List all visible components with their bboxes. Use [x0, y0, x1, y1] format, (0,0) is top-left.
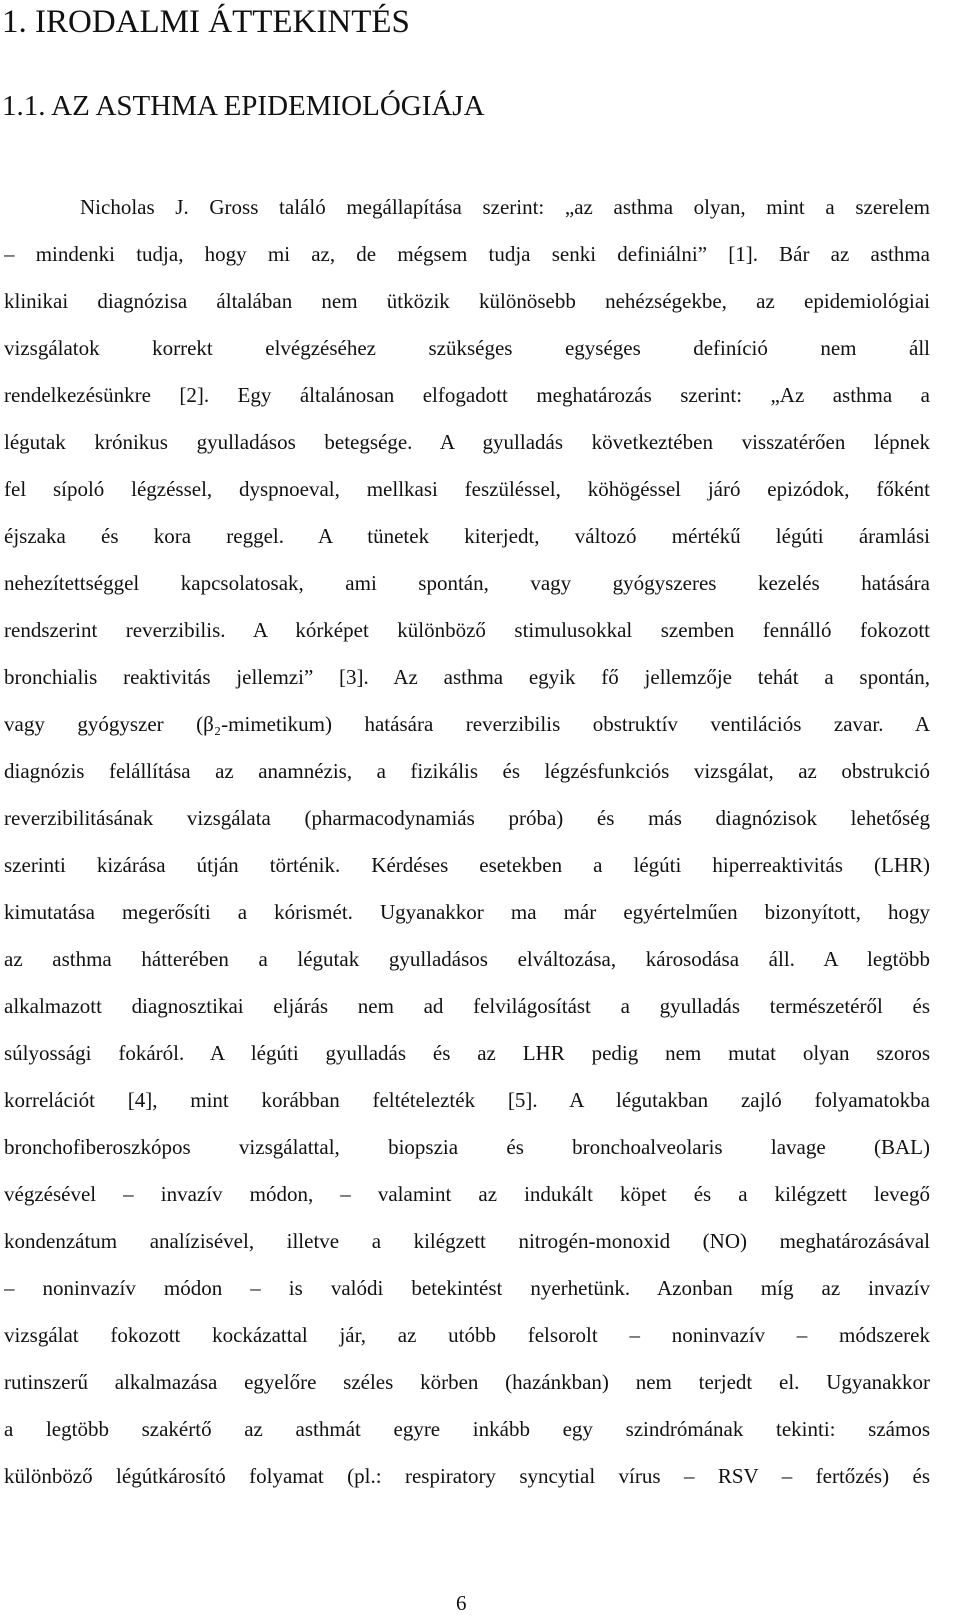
text-line: – noninvazív módon – is valódi betekintést nyerhetünk. Azonban míg az invazív — [4, 1276, 930, 1300]
text-line: – mindenki tudja, hogy mi az, de mégsem tudja senki definiálni” [1]. Bár az asthma — [4, 242, 930, 266]
text-line: korrelációt [4], mint korábban feltételezték [5]. A légutakban zajló folyamatokba — [4, 1088, 930, 1112]
chapter-heading: 1. IRODALMI ÁTTEKINTÉS — [2, 4, 410, 40]
text-line: diagnózis felállítása az anamnézis, a fizikális és légzésfunkciós vizsgálat, az obstrukció — [4, 759, 930, 783]
text-line: rutinszerű alkalmazása egyelőre széles körben (hazánkban) nem terjedt el. Ugyanakkor — [4, 1370, 930, 1394]
text-line: nehezítettséggel kapcsolatosak, ami spontán, vagy gyógyszeres kezelés hatására — [4, 571, 930, 595]
text-line: Nicholas J. Gross találó megállapítása szerint: „az asthma olyan, mint a szerelem — [80, 195, 930, 219]
text-line: végzésével – invazív módon, – valamint az indukált köpet és a kilégzett levegő — [4, 1182, 930, 1206]
text-line: klinikai diagnózisa általában nem ütközik különösebb nehézségekbe, az epidemiológiai — [4, 289, 930, 313]
text-line: szerinti kizárása útján történik. Kérdéses esetekben a légúti hiperreaktivitás (LHR) — [4, 853, 930, 877]
text-line: vizsgálat fokozott kockázattal jár, az utóbb felsorolt – noninvazív – módszerek — [4, 1323, 930, 1347]
text-line: rendelkezésünkre [2]. Egy általánosan elfogadott meghatározás szerint: „Az asthma a — [4, 383, 930, 407]
text-line: az asthma hátterében a légutak gyulladásos elváltozása, károsodása áll. A legtöbb — [4, 947, 930, 971]
text-line: légutak krónikus gyulladásos betegsége. A gyulladás következtében visszatérően lépnek — [4, 430, 930, 454]
section-heading: 1.1. AZ ASTHMA EPIDEMIOLÓGIÁJA — [2, 90, 485, 122]
text-line: éjszaka és kora reggel. A tünetek kiterjedt, változó mértékű légúti áramlási — [4, 524, 930, 548]
text-line: reverzibilitásának vizsgálata (pharmacodynamiás próba) és más diagnózisok lehetőség — [4, 806, 930, 830]
text-line: fel sípoló légzéssel, dyspnoeval, mellkasi feszüléssel, köhögéssel járó epizódok, főként — [4, 477, 930, 501]
text-line: különböző légútkárosító folyamat (pl.: respiratory syncytial vírus – RSV – fertőzés) és — [4, 1464, 930, 1488]
text-line: bronchofiberoszkópos vizsgálattal, biopszia és bronchoalveolaris lavage (BAL) — [4, 1135, 930, 1159]
text-line: bronchialis reaktivitás jellemzi” [3]. Az asthma egyik fő jellemzője tehát a spontán, — [4, 665, 930, 689]
text-line: kondenzátum analízisével, illetve a kilégzett nitrogén-monoxid (NO) meghatározásával — [4, 1229, 930, 1253]
page-number: 6 — [456, 1591, 467, 1615]
text-line: alkalmazott diagnosztikai eljárás nem ad felvilágosítást a gyulladás természetéről és — [4, 994, 930, 1018]
text-line: vagy gyógyszer (β₂-mimetikum) hatására reverzibilis obstruktív ventilációs zavar. A — [4, 712, 930, 736]
text-line: rendszerint reverzibilis. A kórképet különböző stimulusokkal szemben fennálló fokozott — [4, 618, 930, 642]
text-line: súlyossági fokáról. A légúti gyulladás és az LHR pedig nem mutat olyan szoros — [4, 1041, 930, 1065]
body-paragraph — [4, 184, 930, 1500]
text-line: vizsgálatok korrekt elvégzéséhez szükséges egységes definíció nem áll — [4, 336, 930, 360]
text-line: kimutatása megerősíti a kórismét. Ugyanakkor ma már egyértelműen bizonyított, hogy — [4, 900, 930, 924]
text-line: a legtöbb szakértő az asthmát egyre inkább egy szindrómának tekinti: számos — [4, 1417, 930, 1441]
